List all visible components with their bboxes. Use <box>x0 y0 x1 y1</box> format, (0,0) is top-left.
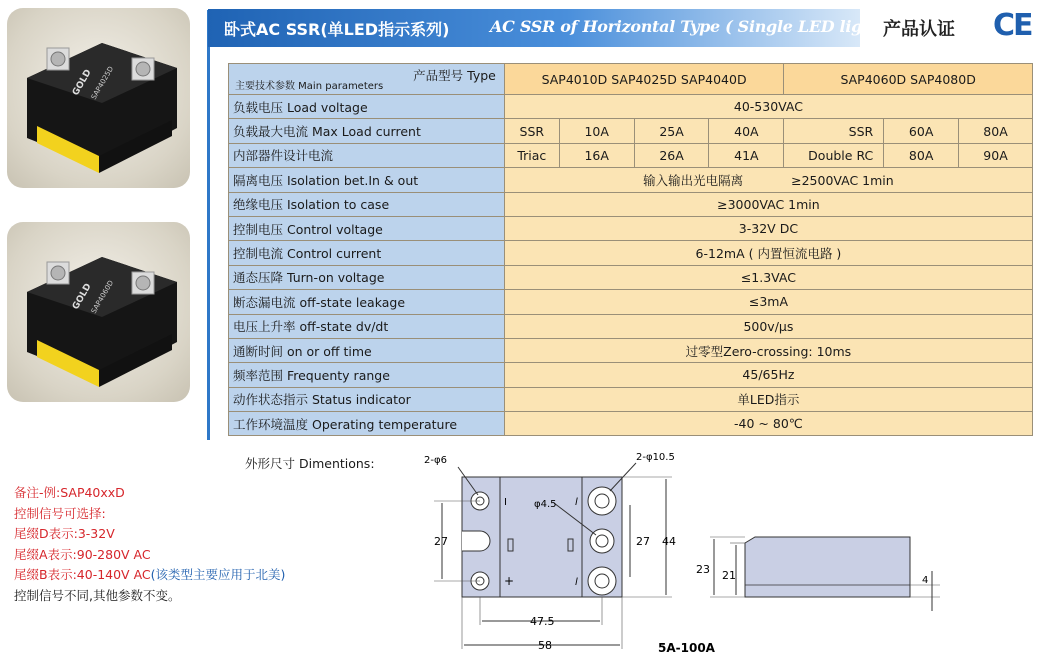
table-row <box>229 412 1033 436</box>
relay-model-label-2: SAP4060D <box>89 279 116 315</box>
table-row <box>229 192 1033 216</box>
note-line <box>14 565 285 586</box>
table-header-row <box>229 64 1033 95</box>
note-line: 控制信号可选择: <box>14 505 106 521</box>
note-line: 备注-例:SAP40xxD <box>14 485 125 500</box>
row-value: ≥3000VAC 1min <box>504 192 1032 216</box>
row-value: 45/65Hz <box>504 363 1032 387</box>
hole-large-label: 2-φ10.5 <box>636 452 675 463</box>
table-row <box>229 241 1033 265</box>
model-group-1: SAP4010D SAP4025D SAP4040D <box>504 64 783 95</box>
center-hole-label: φ4.5 <box>534 499 557 510</box>
row-value: 过零型Zero-crossing: 10ms <box>504 338 1032 362</box>
row-value <box>504 168 1032 192</box>
main-params-label: 主要技术参数 Main parameters <box>235 81 384 92</box>
row-cell: 41A <box>709 143 784 167</box>
dim-27-right: 27 <box>636 535 650 548</box>
row-cell: SSR <box>504 119 559 143</box>
hole-small-label: 2-φ6 <box>424 455 447 466</box>
row-cell: 26A <box>634 143 709 167</box>
dim-47-5: 47.5 <box>530 615 555 628</box>
model-group-2: SAP4060D SAP4080D <box>784 64 1033 95</box>
table-row <box>229 338 1033 362</box>
table-row <box>229 387 1033 411</box>
row-label: 频率范围 Frequenty range <box>229 363 505 387</box>
row-label: 负载电压 Load voltage <box>229 95 505 119</box>
row-label: 负载最大电流 Max Load current <box>229 119 505 143</box>
dimension-drawing <box>400 445 960 665</box>
dim-21: 21 <box>722 569 736 582</box>
row-cell: 80A <box>959 119 1033 143</box>
dim-23: 23 <box>696 563 710 576</box>
terminal-plus-label: + <box>504 574 515 588</box>
dim-27-left: 27 <box>434 535 448 548</box>
dim-58: 58 <box>538 639 552 652</box>
table-row <box>229 168 1033 192</box>
table-row <box>229 119 1033 143</box>
terminal-minus-label: I <box>504 497 507 508</box>
terminal-l2-label: l <box>575 577 578 588</box>
row-label: 内部器件设计电流 <box>229 143 505 167</box>
row-value-a: 输入输出光电隔离 <box>643 172 744 188</box>
note-text: 尾缀B表示:40-140V AC <box>14 567 151 582</box>
row-value: 40-530VAC <box>504 95 1032 119</box>
table-row <box>229 363 1033 387</box>
row-label: 动作状态指示 Status indicator <box>229 387 505 411</box>
section-header <box>208 9 888 47</box>
row-cell: 60A <box>884 119 959 143</box>
product-photo-1 <box>7 8 190 188</box>
note-line: 控制信号不同,其他参数不变。 <box>14 587 181 603</box>
row-cell: 16A <box>559 143 634 167</box>
current-range-label: 5A-100A <box>658 641 715 655</box>
header-title-cn: 卧式AC SSR(单LED指示系列) <box>224 20 450 39</box>
table-row <box>229 216 1033 240</box>
section-divider <box>207 10 210 440</box>
table-row <box>229 314 1033 338</box>
table-header-label-cell <box>229 64 505 95</box>
row-cell: SSR <box>784 119 884 143</box>
row-value: 6-12mA ( 内置恒流电路 ) <box>504 241 1032 265</box>
ce-mark-icon: CE <box>993 8 1032 43</box>
certification-label: 产品认证 <box>883 19 955 40</box>
notes-block <box>14 483 285 606</box>
terminal-hole-icon <box>588 567 616 595</box>
row-cell: 80A <box>884 143 959 167</box>
relay-brand-label-1: GOLD <box>70 68 94 98</box>
row-cell: 40A <box>709 119 784 143</box>
row-cell: Triac <box>504 143 559 167</box>
side-view-body <box>745 537 910 597</box>
note-text-blue: (该类型主要应用于北美) <box>150 567 286 582</box>
table-row <box>229 265 1033 289</box>
table-row <box>229 95 1033 119</box>
row-value: 单LED指示 <box>504 387 1032 411</box>
row-label: 电压上升率 off-state dv/dt <box>229 314 505 338</box>
dim-44: 44 <box>662 535 676 548</box>
terminal-hole-icon <box>588 487 616 515</box>
row-value: ≤3mA <box>504 290 1032 314</box>
relay-model-label-1: SAP4025D <box>89 65 116 101</box>
terminal-l1-label: l <box>575 497 578 508</box>
row-label: 绝缘电压 Isolation to case <box>229 192 505 216</box>
mount-slot-icon <box>462 531 490 551</box>
row-cell: 10A <box>559 119 634 143</box>
table-row <box>229 290 1033 314</box>
spec-table <box>228 63 1033 436</box>
row-cell: Double RC <box>784 143 884 167</box>
note-line: 尾缀A表示:90-280V AC <box>14 546 151 562</box>
dim-4: 4 <box>922 575 929 586</box>
row-cell: 90A <box>959 143 1033 167</box>
row-label: 通态压降 Turn-on voltage <box>229 265 505 289</box>
row-value: 3-32V DC <box>504 216 1032 240</box>
row-label: 控制电压 Control voltage <box>229 216 505 240</box>
row-label: 工作环境温度 Operating temperature <box>229 412 505 436</box>
row-value-b: ≥2500VAC 1min <box>791 172 894 188</box>
row-cell: 25A <box>634 119 709 143</box>
row-label: 通断时间 on or off time <box>229 338 505 362</box>
row-label: 断态漏电流 off-state leakage <box>229 290 505 314</box>
row-label: 隔离电压 Isolation bet.In & out <box>229 168 505 192</box>
row-value: 500v/μs <box>504 314 1032 338</box>
product-photo-2 <box>7 222 190 402</box>
row-value: -40 ~ 80℃ <box>504 412 1032 436</box>
table-row <box>229 143 1033 167</box>
type-label: 产品型号 Type <box>413 68 496 83</box>
dimensions-title: 外形尺寸 Dimentions: <box>245 456 375 471</box>
relay-brand-label-2: GOLD <box>70 282 94 312</box>
note-line: 尾缀D表示:3-32V <box>14 526 115 541</box>
header-title-en: AC SSR of Horizontal Type ( Single LED light) <box>490 17 888 36</box>
row-label: 控制电流 Control current <box>229 241 505 265</box>
row-value: ≤1.3VAC <box>504 265 1032 289</box>
